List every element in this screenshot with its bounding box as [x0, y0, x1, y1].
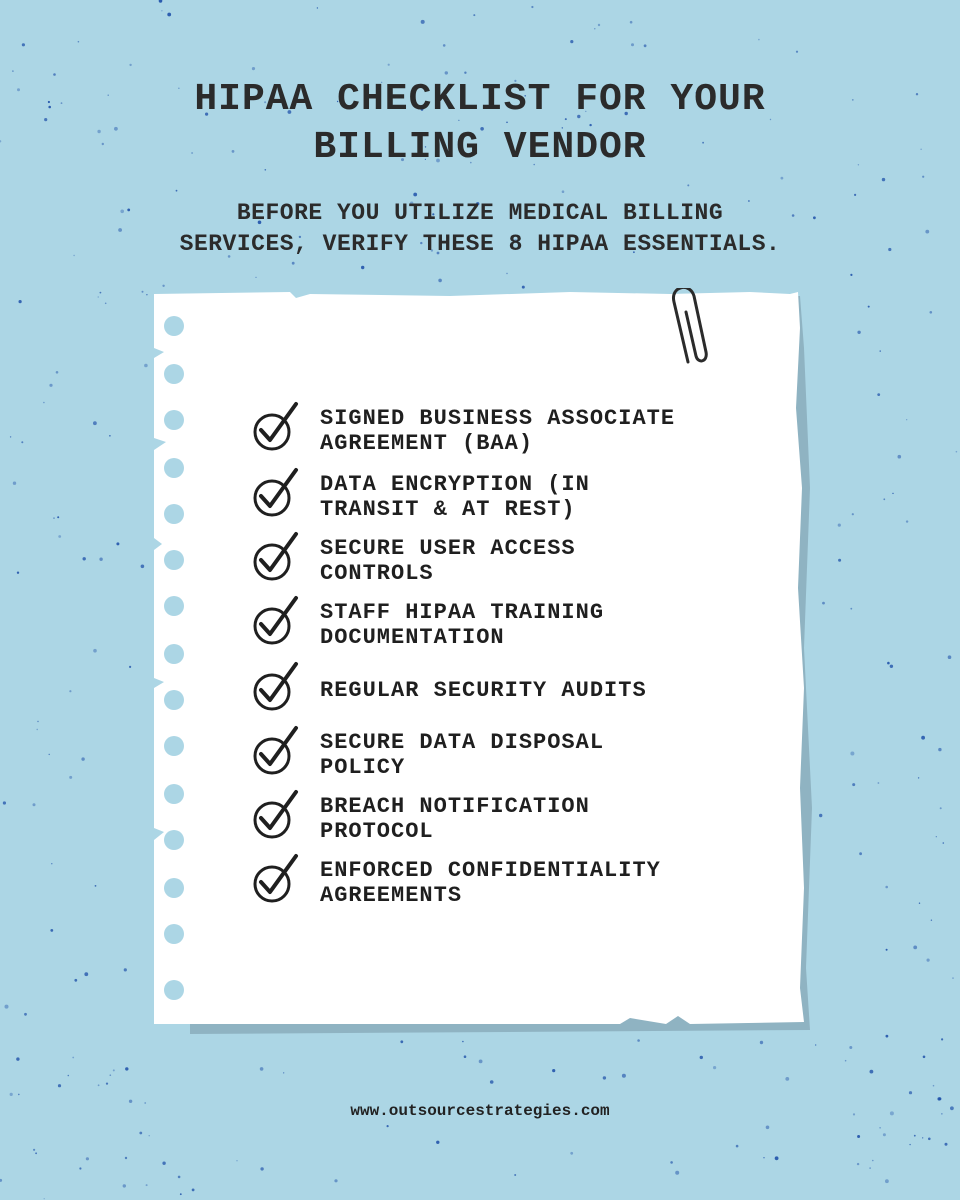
checklist-item-line-1: SECURE USER ACCESS	[320, 536, 576, 561]
checklist-item-label	[320, 472, 770, 522]
checklist-item-label	[320, 730, 770, 780]
check-circle-icon	[252, 400, 304, 452]
checklist-item	[252, 594, 772, 650]
check-circle-icon	[252, 788, 304, 840]
checklist-item	[252, 530, 772, 586]
website-url: www.outsourcestrategies.com	[350, 1102, 610, 1120]
checklist-item-label	[320, 678, 770, 703]
checklist-item-label	[320, 858, 770, 908]
check-circle-icon	[252, 530, 304, 582]
checklist-item-line-1: BREACH NOTIFICATION	[320, 794, 590, 819]
checklist-item-line-2: POLICY	[320, 755, 406, 780]
checklist-item-label	[320, 794, 770, 844]
checklist-item-line-1: ENFORCED CONFIDENTIALITY	[320, 858, 661, 883]
checklist-item	[252, 400, 772, 456]
checklist-item-line-1: STAFF HIPAA TRAINING	[320, 600, 605, 625]
checklist-item-line-1: SECURE DATA DISPOSAL	[320, 730, 605, 755]
checklist-item-line-2: CONTROLS	[320, 561, 434, 586]
checklist-item-label	[320, 406, 770, 456]
checklist-item	[252, 660, 772, 716]
checklist-item	[252, 852, 772, 908]
check-circle-icon	[252, 660, 304, 712]
checklist-item-line-2: PROTOCOL	[320, 819, 434, 844]
check-circle-icon	[252, 466, 304, 518]
checklist-item-label	[320, 536, 770, 586]
checklist-item-line-1: SIGNED BUSINESS ASSOCIATE	[320, 406, 676, 431]
check-circle-icon	[252, 594, 304, 646]
page-title	[0, 76, 960, 172]
subtitle-line-2: SERVICES, VERIFY THESE 8 HIPAA ESSENTIALS.	[179, 231, 781, 257]
checklist-item-line-2: DOCUMENTATION	[320, 625, 505, 650]
checklist-item-line-2: AGREEMENTS	[320, 883, 463, 908]
title-line-1: HIPAA CHECKLIST FOR YOUR	[194, 78, 766, 121]
title-line-2: BILLING VENDOR	[313, 126, 647, 169]
page-subtitle	[0, 198, 960, 260]
check-circle-icon	[252, 852, 304, 904]
checklist-item-line-1: DATA ENCRYPTION (IN	[320, 472, 590, 497]
checklist-item	[252, 788, 772, 844]
checklist-item-line-2: AGREEMENT (BAA)	[320, 431, 534, 456]
check-circle-icon	[252, 724, 304, 776]
subtitle-line-1: BEFORE YOU UTILIZE MEDICAL BILLING	[236, 200, 724, 226]
checklist-item-label	[320, 600, 770, 650]
checklist-item	[252, 724, 772, 780]
checklist-item-line-2: TRANSIT & AT REST)	[320, 497, 576, 522]
checklist-item	[252, 466, 772, 522]
checklist-item-line-1: REGULAR SECURITY AUDITS	[320, 678, 647, 703]
